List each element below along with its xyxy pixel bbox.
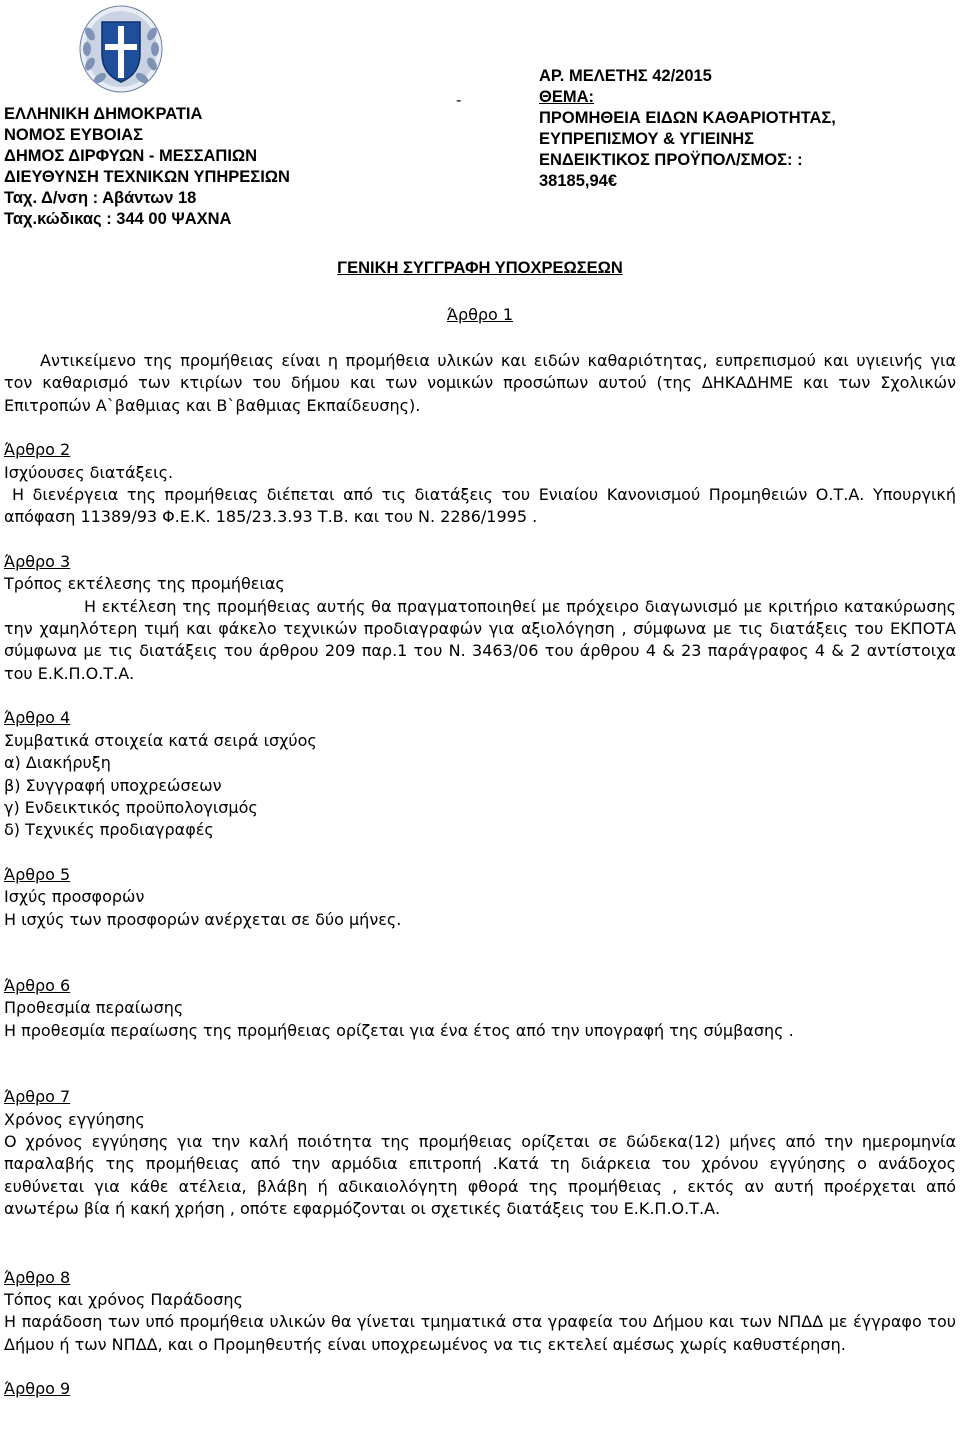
list-item: α) Διακήρυξη xyxy=(4,753,111,773)
article-7-text: Ο χρόνος εγγύησης για την καλή ποιότητα της προμήθειας ορίζεται σε δώδεκα(12) μήνες από την ημερομηνία παραλαβής της προμήθειας από την αρμόδια επιτροπή .Κατά τη διάρκεια του χρόνου εγγύησης ο ανάδοχος ευθύνεται για κάθε ατέλεια, βλάβη ή αδικαιολόγητη φθορά της προμήθειας , εκτός αν αυτή προέρχεται από ανωτέρω βία ή κακή χρήση , οπότε εφαρμόζονται οι σχετικές διατάξεις του Ε.Κ.Π.Ο.Τ.Α. xyxy=(4,1131,956,1219)
article-8-text: Η παράδοση των υπό προμήθεια υλικών θα γίνεται τμηματικά στα γραφεία του Δήμου και των ΝΠΔΔ με έγγραφο του Δήμου ή των ΝΠΔΔ, και ο Προμηθευτής είναι υποχρεωμένος να τις εκτελεί αμέσως χωρίς καθυστέρηση. xyxy=(4,1312,956,1354)
study-block xyxy=(539,66,949,192)
article-heading: Άρθρο 9 xyxy=(4,1379,71,1399)
article-subtitle: Ισχύς προσφορών xyxy=(4,887,145,907)
article-subtitle: Τόπος και χρόνος Παράδοσης xyxy=(4,1290,243,1309)
article-heading: Άρθρο 3 xyxy=(4,551,71,571)
issuer-line: Ταχ. Δ/νση : Αβάντων 18 xyxy=(4,189,197,207)
issuer-line: Ταχ.κώδικας : 344 00 ΨΑΧΝΑ xyxy=(4,210,232,228)
budget-label: ΕΝΔΕΙΚΤΙΚΟΣ ΠΡΟΫΠΟΛ/ΣΜΟΣ: : xyxy=(539,151,803,169)
issuer-line: ΔΙΕΥΘΥΝΣΗ ΤΕΧΝΙΚΩΝ ΥΠΗΡΕΣΙΩΝ xyxy=(4,168,290,186)
subject-label: ΘΕΜΑ: xyxy=(539,88,594,106)
article-heading: Άρθρο 4 xyxy=(4,708,71,728)
article-heading: Άρθρο 2 xyxy=(4,440,71,460)
article-3-text: Η εκτέλεση της προμήθειας αυτής θα πραγματοποιηθεί με πρόχειρο διαγωνισμό με κριτήριο κατακύρωσης την χαμηλότερη τιμή και φάκελο τεχνικών προδιαγραφών για αξιολόγηση , σύμφωνα με τις διατάξεις του ΕΚΠΟΤΑ σύμφωνα με τις διατάξεις του άρθρου 209 παρ.1 του Ν. 3463/06 του άρθρου 4 & 23 παράγραφος 4 & 2 αντίστοιχα του Ε.Κ.Π.Ο.Τ.Α. xyxy=(4,596,956,683)
issuer-line: ΕΛΛΗΝΙΚΗ ΔΗΜΟΚΡΑΤΙΑ xyxy=(4,105,203,123)
article-5-text: Η ισχύς των προσφορών ανέρχεται σε δύο μήνες. xyxy=(4,909,402,929)
subject-line: ΠΡΟΜΗΘΕΙΑ ΕΙΔΩΝ ΚΑΘΑΡΙΟΤΗΤΑΣ, xyxy=(539,109,836,127)
subject-line: ΕΥΠΡΕΠΙΣΜΟΥ & ΥΓΙΕΙΝΗΣ xyxy=(539,130,755,148)
article-heading: Άρθρο 1 xyxy=(446,305,514,324)
article-heading: Άρθρο 7 xyxy=(4,1087,71,1107)
issuer-line: ΔΗΜΟΣ ΔΙΡΦΥΩΝ - ΜΕΣΣΑΠΙΩΝ xyxy=(4,147,258,165)
document-body xyxy=(4,340,956,1401)
article-subtitle: Χρόνος εγγύησης xyxy=(4,1109,145,1129)
article-heading: Άρθρο 8 xyxy=(4,1267,71,1287)
greek-emblem-icon xyxy=(78,4,164,94)
article-heading: Άρθρο 6 xyxy=(4,975,71,995)
article-1-text: Αντικείμενο της προμήθειας είναι η προμήθεια υλικών και ειδών καθαριότητας, ευπρεπισμού και υγιεινής για τον καθαρισμό των κτιρίων του δήμου και των νομικών προσώπων αυτού (της ΔΗΚΑΔΗΜΕ και των Σχολικών Επιτροπών Α`βαθμιας και Β`βαθμιας Εκπαίδευσης). xyxy=(4,351,956,415)
article-subtitle: Συμβατικά στοιχεία κατά σειρά ισχύος xyxy=(4,730,317,750)
document-title: ΓΕΝΙΚΗ ΣΥΓΓΡΑΦΗ ΥΠΟΧΡΕΩΣΕΩΝ xyxy=(337,259,623,277)
issuer-block xyxy=(4,104,344,230)
list-item: δ) Τεχνικές προδιαγραφές xyxy=(4,820,214,840)
budget-value: 38185,94€ xyxy=(539,172,617,190)
separator-dash: - xyxy=(456,92,462,109)
issuer-line: ΝΟΜΟΣ ΕΥΒΟΙΑΣ xyxy=(4,126,143,144)
article-subtitle: Ισχύουσες διατάξεις. xyxy=(4,462,174,482)
article-subtitle: Προθεσμία περαίωσης xyxy=(4,998,184,1018)
article-subtitle: Τρόπος εκτέλεσης της προμήθειας xyxy=(4,574,285,594)
article-2-text: Η διενέργεια της προμήθειας διέπεται από τις διατάξεις του Ενιαίου Κανονισμού Προμηθειών Ο.Τ.Α. Υπουργική απόφαση 11389/93 Φ.Ε.Κ. 185/23.3.93 Τ.Β. και του Ν. 2286/1995 . xyxy=(4,485,956,527)
list-item: β) Συγγραφή υποχρεώσεων xyxy=(4,775,222,795)
article-heading: Άρθρο 5 xyxy=(4,864,71,884)
list-item: γ) Ενδεικτικός προϋπολογισμός xyxy=(4,797,258,817)
article-6-text: Η προθεσμία περαίωσης της προμήθειας ορίζεται για ένα έτος από την υπογραφή της σύμβασης . xyxy=(4,1020,794,1040)
study-number: ΑΡ. ΜΕΛΕΤΗΣ 42/2015 xyxy=(539,67,712,85)
